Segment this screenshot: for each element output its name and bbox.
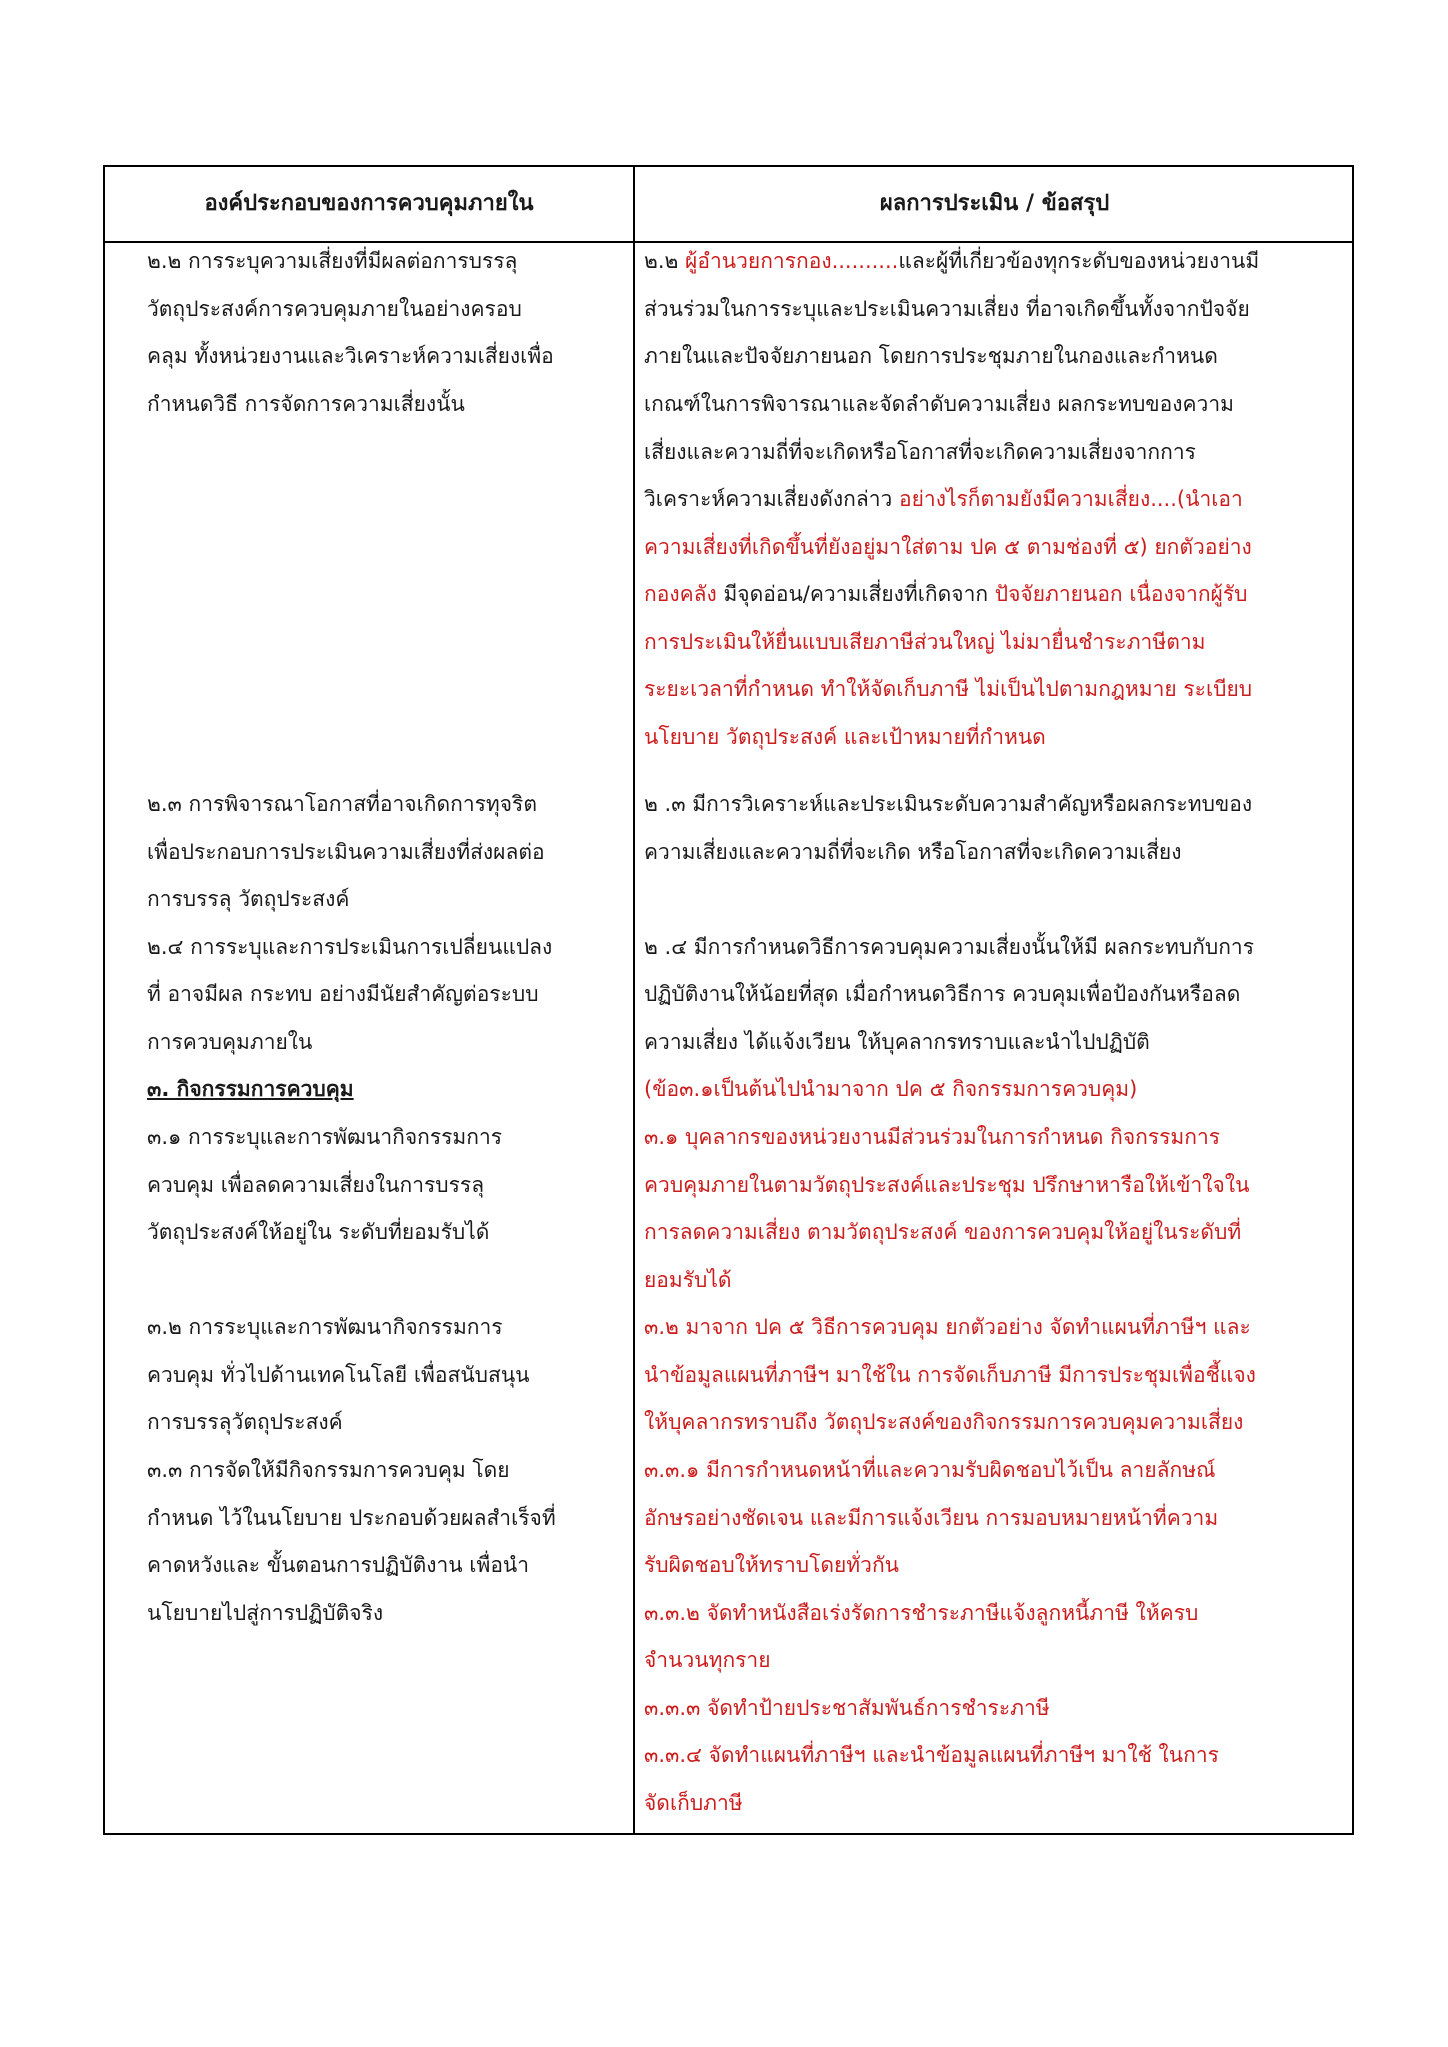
right-line-8-black: มีจุดอ่อน/ความเสี่ยงที่เกิดจาก (723, 582, 995, 606)
table-header-row (105, 167, 1352, 243)
right-line-17-note: (ข้อ๓.๑เป็นต้นไปนำมาจาก ปค ๕ กิจกรรมการควบคุม) (644, 1077, 1138, 1101)
right-line-8-red-2: ปัจจัยภายนอก เนื่องจากผู้รับ (994, 582, 1248, 606)
right-line-5: เสี่ยงและความถี่ที่จะเกิดหรือโอกาสที่จะเกิดความเสี่ยงจากการ (644, 440, 1196, 464)
right-line-26: อักษรอย่างชัดเจน และมีการแจ้งเวียน การมอบหมายหน้าที่ความ (644, 1506, 1219, 1530)
left-line-2-4-c: การควบคุมภายใน (147, 1030, 313, 1054)
left-line-2-2-d: กำหนดวิธี การจัดการความเสี่ยงนั้น (147, 392, 465, 416)
right-line-6-red: อย่างไรก็ตามยังมีความเสี่ยง....(นำเอา (898, 487, 1243, 511)
right-line-28: ๓.๓.๒ จัดทำหนังสือเร่งรัดการชำระภาษีแจ้งลูกหนี้ภาษี ให้ครบ (644, 1601, 1199, 1625)
right-line-12: ๒ .๓ มีการวิเคราะห์และประเมินระดับความสำคัญหรือผลกระทบของ (644, 792, 1253, 816)
right-line-4: เกณฑ์ในการพิจารณาและจัดลำดับความเสี่ยง ผลกระทบของความ (644, 392, 1234, 416)
right-line-30: ๓.๓.๓ จัดทำป้ายประชาสัมพันธ์การชำระภาษี (644, 1696, 1050, 1720)
left-line-2-3-c: การบรรลุ วัตถุประสงค์ (147, 887, 350, 911)
right-line-27: รับผิดชอบให้ทราบโดยทั่วกัน (644, 1553, 900, 1577)
section-heading-text: ๓. กิจกรรมการควบคุม (147, 1077, 354, 1101)
left-line-3-2-a: ๓.๒ การระบุและการพัฒนากิจกรรมการ (147, 1315, 503, 1339)
section-heading-control-activities (147, 1074, 617, 1104)
right-line-24: ให้บุคลากรทราบถึง วัตถุประสงค์ของกิจกรรมการควบคุมความเสี่ยง (644, 1410, 1244, 1434)
header-internal-control-components: องค์ประกอบของการควบคุมภายใน (204, 191, 534, 216)
right-line-13: ความเสี่ยงและความถี่ที่จะเกิด หรือโอกาสที่จะเกิดความเสี่ยง (644, 840, 1182, 864)
right-line-25: ๓.๓.๑ มีการกำหนดหน้าที่และความรับผิดชอบไว้เป็น ลายลักษณ์ (644, 1458, 1216, 1482)
left-line-3-1-c: วัตถุประสงค์ให้อยู่ใน ระดับที่ยอมรับได้ (147, 1220, 490, 1244)
right-line-1-rest: และผู้ที่เกี่ยวข้องทุกระดับของหน่วยงานมี (898, 249, 1260, 273)
right-line-29: จำนวนทุกราย (644, 1648, 771, 1672)
right-line-23: นำข้อมูลแผนที่ภาษีฯ มาใช้ใน การจัดเก็บภาษี มีการประชุมเพื่อชี้แจง (644, 1363, 1256, 1387)
right-line-19: ควบคุมภายในตามวัตถุประสงค์และประชุม ปรึกษาหารือให้เข้าใจใน (644, 1173, 1250, 1197)
left-line-2-2-b: วัตถุประสงค์การควบคุมภายในอย่างครอบ (147, 297, 522, 321)
right-line-2: ส่วนร่วมในการระบุและประเมินความเสี่ยง ที่อาจเกิดขึ้นทั้งจากปัจจัย (644, 297, 1250, 321)
right-line-6 (644, 484, 1344, 514)
right-line-32: จัดเก็บภาษี (644, 1791, 743, 1815)
right-line-9: การประเมินให้ยื่นแบบเสียภาษีส่วนใหญ่ ไม่มายื่นชำระภาษีตาม (644, 630, 1206, 654)
right-line-8-red-1: กองคลัง (644, 582, 724, 606)
column-divider (633, 167, 635, 1833)
right-line-31: ๓.๓.๔ จัดทำแผนที่ภาษีฯ และนำข้อมูลแผนที่ภาษีฯ มาใช้ ในการ (644, 1743, 1219, 1767)
right-line-6-black: วิเคราะห์ความเสี่ยงดังกล่าว (644, 487, 899, 511)
right-line-11: นโยบาย วัตถุประสงค์ และเป้าหมายที่กำหนด (644, 725, 1046, 749)
right-line-1-red: ผู้อำนวยการกอง.......... (685, 249, 899, 273)
left-line-3-1-a: ๓.๑ การระบุและการพัฒนากิจกรรมการ (147, 1125, 503, 1149)
right-line-10: ระยะเวลาที่กำหนด ทำให้จัดเก็บภาษี ไม่เป็นไปตามกฎหมาย ระเบียบ (644, 677, 1253, 701)
left-line-3-3-c: คาดหวังและ ขั้นตอนการปฏิบัติงาน เพื่อนำ (147, 1553, 530, 1577)
left-line-2-2-a: ๒.๒ การระบุความเสี่ยงที่มีผลต่อการบรรลุ (147, 249, 518, 273)
left-line-2-4-b: ที่ อาจมีผล กระทบ อย่างมีนัยสำคัญต่อระบบ (147, 982, 539, 1006)
right-line-1-prefix: ๒.๒ (644, 249, 686, 273)
left-line-3-3-b: กำหนด ไว้ในนโยบาย ประกอบด้วยผลสำเร็จที่ (147, 1506, 556, 1530)
left-line-3-2-b: ควบคุม ทั่วไปด้านเทคโนโลยี เพื่อสนับสนุน (147, 1363, 530, 1387)
left-line-2-2-c: คลุม ทั้งหน่วยงานและวิเคราะห์ความเสี่ยงเพื่อ (147, 344, 554, 368)
right-line-18: ๓.๑ บุคลากรของหน่วยงานมีส่วนร่วมในการกำหนด กิจกรรมการ (644, 1125, 1221, 1149)
right-line-3: ภายในและปัจจัยภายนอก โดยการประชุมภายในกองและกำหนด (644, 344, 1218, 368)
left-line-3-3-d: นโยบายไปสู่การปฏิบัติจริง (147, 1601, 384, 1625)
left-line-2-4-a: ๒.๔ การระบุและการประเมินการเปลี่ยนแปลง (147, 935, 553, 959)
right-line-22: ๓.๒ มาจาก ปค ๕ วิธีการควบคุม ยกตัวอย่าง จัดทำแผนที่ภาษีฯ และ (644, 1315, 1251, 1339)
right-line-15: ปฏิบัติงานให้น้อยที่สุด เมื่อกำหนดวิธีการ ควบคุมเพื่อป้องกันหรือลด (644, 982, 1241, 1006)
left-line-3-2-c: การบรรลุวัตถุประสงค์ (147, 1410, 343, 1434)
right-line-1 (644, 246, 1344, 276)
header-evaluation-result: ผลการประเมิน / ข้อสรุป (879, 191, 1110, 216)
right-line-8 (644, 579, 1344, 609)
right-line-21: ยอมรับได้ (644, 1268, 732, 1292)
right-line-14: ๒ .๔ มีการกำหนดวิธีการควบคุมความเสี่ยงนั้นให้มี ผลกระทบกับการ (644, 935, 1254, 959)
left-line-2-3-b: เพื่อประกอบการประเมินความเสี่ยงที่ส่งผลต่อ (147, 840, 545, 864)
right-line-16: ความเสี่ยง ได้แจ้งเวียน ให้บุคลากรทราบและนำไปปฏิบัติ (644, 1030, 1150, 1054)
right-line-7: ความเสี่ยงที่เกิดขึ้นที่ยังอยู่มาใส่ตาม ปค ๕ ตามช่องที่ ๕) ยกตัวอย่าง (644, 535, 1252, 559)
right-line-20: การลดความเสี่ยง ตามวัตถุประสงค์ ของการควบคุมให้อยู่ในระดับที่ (644, 1220, 1242, 1244)
left-line-3-1-b: ควบคุม เพื่อลดความเสี่ยงในการบรรลุ (147, 1173, 485, 1197)
left-line-2-3-a: ๒.๓ การพิจารณาโอกาสที่อาจเกิดการทุจริต (147, 792, 537, 816)
left-line-3-3-a: ๓.๓ การจัดให้มีกิจกรรมการควบคุม โดย (147, 1458, 510, 1482)
evaluation-table (103, 165, 1354, 1835)
